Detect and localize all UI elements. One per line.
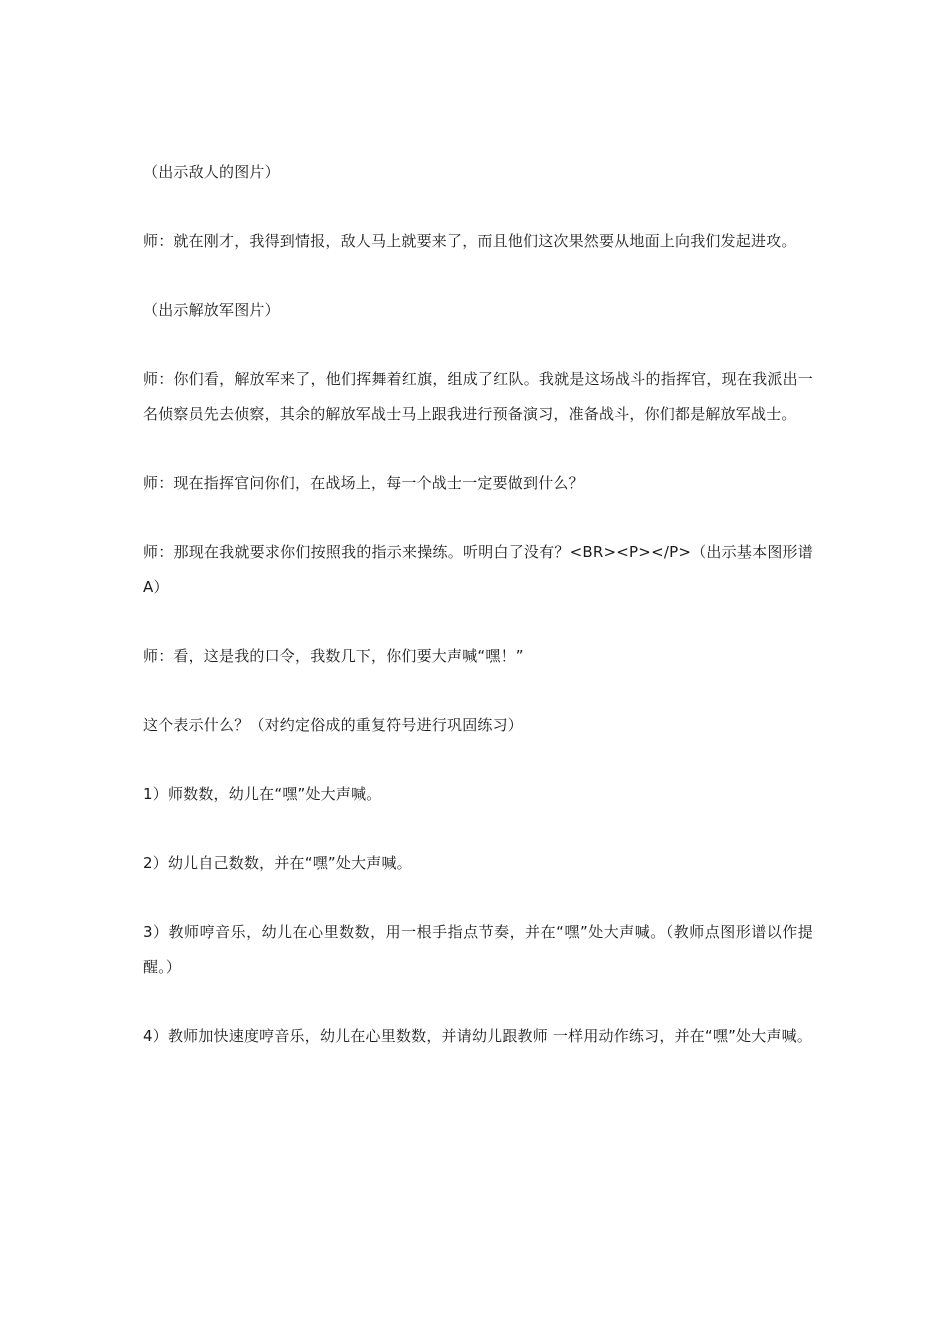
list-item-step-4: 4）教师加快速度哼音乐，幼儿在心里数数，并请幼儿跟教师 一样用动作练习，并在“嘿”处大声喊。 xyxy=(143,1027,813,1045)
list-item-step-2: 2）幼儿自己数数，并在“嘿”处大声喊。 xyxy=(143,854,412,872)
paragraph-teacher-instructions: 师：那现在我就要求你们按照我的指示来操练。听明白了没有？<BR><P></P>（出示基本图形谱 A） xyxy=(143,543,813,596)
paragraph-teacher-command: 师：看，这是我的口令，我数几下，你们要大声喊“嘿！” xyxy=(143,647,524,665)
paragraph-teacher-commander: 师：你们看，解放军来了，他们挥舞着红旗，组成了红队。我就是这场战斗的指挥官，现在我派出一名侦察员先去侦察，其余的解放军战士马上跟我进行预备演习，准备战斗，你们都是解放军战士。 xyxy=(143,370,813,423)
document-body xyxy=(143,155,813,1088)
list-item-step-1: 1）师数数，幼儿在“嘿”处大声喊。 xyxy=(143,785,382,803)
paragraph-symbol-question: 这个表示什么？（对约定俗成的重复符号进行巩固练习） xyxy=(143,716,524,734)
paragraph-teacher-intel: 师：就在刚才，我得到情报，敌人马上就要来了，而且他们这次果然要从地面上向我们发起进攻。 xyxy=(143,232,797,250)
paragraph-show-pla-picture: （出示解放军图片） xyxy=(143,301,280,319)
list-item-step-3: 3）教师哼音乐，幼儿在心里数数，用一根手指点节奏，并在“嘿”处大声喊。（教师点图形谱以作提醒。） xyxy=(143,923,813,976)
paragraph-teacher-question: 师：现在指挥官问你们，在战场上，每一个战士一定要做到什么？ xyxy=(143,474,584,492)
paragraph-show-enemy-picture: （出示敌人的图片） xyxy=(143,163,280,181)
